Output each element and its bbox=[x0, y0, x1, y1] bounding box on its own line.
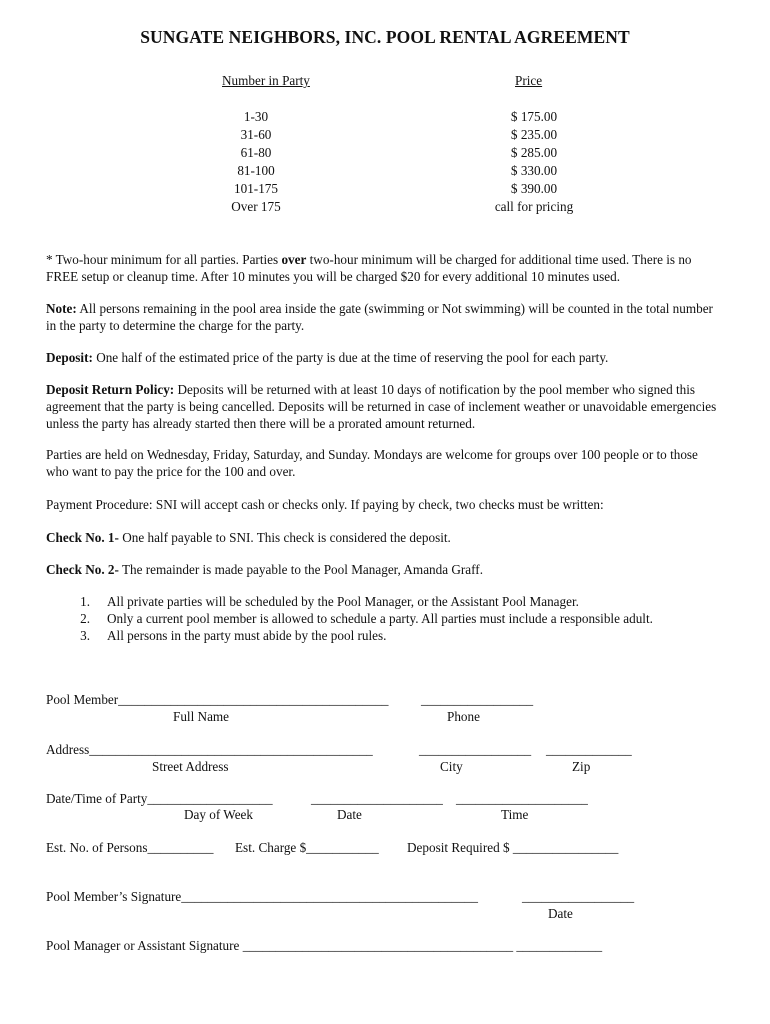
date-caption: Date bbox=[337, 807, 362, 822]
day-of-week-caption: Day of Week bbox=[184, 807, 254, 822]
party-size-cell: 101-175 bbox=[234, 181, 278, 196]
party-size-cell: 81-100 bbox=[237, 163, 275, 178]
check-1-label: Check No. 1- bbox=[46, 530, 119, 545]
party-size-cell: 31-60 bbox=[240, 127, 272, 142]
document-title: SUNGATE NEIGHBORS, INC. POOL RENTAL AGREEMENT bbox=[140, 27, 630, 47]
signature-date-caption: Date bbox=[548, 906, 573, 921]
pool-member-field[interactable]: Pool Member_________________________________________ bbox=[46, 692, 389, 707]
est-charge-field[interactable]: Est. Charge $___________ bbox=[235, 840, 379, 855]
rule-number: 1. bbox=[80, 594, 90, 609]
rule-number: 2. bbox=[80, 611, 90, 626]
rule-number: 3. bbox=[80, 628, 90, 643]
rule-text: Only a current pool member is allowed to schedule a party. All parties must include a responsible adult. bbox=[107, 611, 653, 626]
full-name-caption: Full Name bbox=[173, 709, 230, 724]
rule-item bbox=[46, 627, 653, 644]
party-size-column bbox=[226, 108, 286, 216]
rule-text: All private parties will be scheduled by the Pool Manager, or the Assistant Pool Manager. bbox=[107, 594, 579, 609]
member-signature-date-field[interactable]: _________________ bbox=[522, 889, 635, 904]
zip-field[interactable]: _____________ bbox=[546, 742, 632, 757]
price-cell: $ 175.00 bbox=[510, 109, 558, 124]
note-label: Note: bbox=[46, 301, 77, 316]
minimum-text-1: * Two-hour minimum for all parties. Parties bbox=[46, 252, 282, 267]
est-persons-field[interactable]: Est. No. of Persons__________ bbox=[46, 840, 214, 855]
deposit-paragraph bbox=[46, 349, 718, 366]
party-size-cell: Over 175 bbox=[231, 199, 281, 214]
rules-list bbox=[46, 593, 653, 644]
member-signature-field[interactable]: Pool Member’s Signature_____________________________________________ bbox=[46, 889, 478, 904]
party-date-field[interactable]: ____________________ bbox=[311, 791, 443, 806]
date-time-of-party-field[interactable]: Date/Time of Party___________________ bbox=[46, 791, 273, 806]
price-column bbox=[486, 108, 582, 216]
party-size-cell: 1-30 bbox=[243, 109, 269, 124]
note-paragraph bbox=[46, 300, 718, 334]
minimum-text-2: two-hour minimum will be charged for additional time used. There is no FREE setup or cleanup time. After 10 minutes you will be charged $20 for every additional 10 minutes used. bbox=[46, 252, 692, 284]
rule-item bbox=[46, 593, 653, 610]
minimum-emphasis: over bbox=[281, 252, 307, 267]
check-2-label: Check No. 2- bbox=[46, 562, 119, 577]
deposit-return-label: Deposit Return Policy: bbox=[46, 382, 175, 397]
price-cell: $ 235.00 bbox=[510, 127, 558, 142]
deposit-return-text: Deposits will be returned with at least 10 days of notification by the pool member who signed this agreement that the party is being cancelled. Deposits will be returned in case of inclement weather or unavoidable emergencies unless the party has already started then there will be a prorated amount returned. bbox=[46, 382, 717, 431]
deposit-return-paragraph bbox=[46, 381, 718, 432]
rule-text: All persons in the party must abide by the pool rules. bbox=[107, 628, 387, 643]
address-field[interactable]: Address___________________________________________ bbox=[46, 742, 373, 757]
time-caption: Time bbox=[501, 807, 529, 822]
party-size-cell: 61-80 bbox=[240, 145, 272, 160]
price-header: Price bbox=[515, 73, 543, 88]
party-days-paragraph: Parties are held on Wednesday, Friday, Saturday, and Sunday. Mondays are welcome for groups over 100 people or to those who want to pay the price for the 100 and over. bbox=[46, 447, 698, 479]
check-1-paragraph bbox=[46, 529, 718, 546]
pool-member-phone-field[interactable]: _________________ bbox=[421, 692, 534, 707]
street-address-caption: Street Address bbox=[152, 759, 229, 774]
price-cell: $ 330.00 bbox=[510, 163, 558, 178]
zip-caption: Zip bbox=[572, 759, 591, 774]
check-2-paragraph bbox=[46, 561, 718, 578]
price-cell: call for pricing bbox=[494, 199, 574, 214]
manager-signature-field[interactable]: Pool Manager or Assistant Signature _________________________________________ _____________ bbox=[46, 938, 603, 953]
payment-procedure-paragraph: Payment Procedure: SNI will accept cash or checks only. If paying by check, two checks must be written: bbox=[46, 497, 604, 512]
minimum-paragraph bbox=[46, 251, 718, 285]
check-1-text: One half payable to SNI. This check is considered the deposit. bbox=[118, 530, 451, 545]
city-caption: City bbox=[440, 759, 463, 774]
rule-item bbox=[46, 610, 653, 627]
party-size-header: Number in Party bbox=[222, 73, 310, 88]
city-field[interactable]: _________________ bbox=[419, 742, 532, 757]
phone-caption: Phone bbox=[447, 709, 480, 724]
check-2-text: The remainder is made payable to the Pool Manager, Amanda Graff. bbox=[118, 562, 483, 577]
party-time-field[interactable]: ____________________ bbox=[456, 791, 588, 806]
deposit-required-field[interactable]: Deposit Required $ ________________ bbox=[407, 840, 619, 855]
note-text: All persons remaining in the pool area inside the gate (swimming or Not swimming) will be counted in the total number in the party to determine the charge for the party. bbox=[46, 301, 713, 333]
price-cell: $ 285.00 bbox=[510, 145, 558, 160]
deposit-label: Deposit: bbox=[46, 350, 93, 365]
price-cell: $ 390.00 bbox=[510, 181, 558, 196]
deposit-text: One half of the estimated price of the party is due at the time of reserving the pool for each party. bbox=[92, 350, 609, 365]
